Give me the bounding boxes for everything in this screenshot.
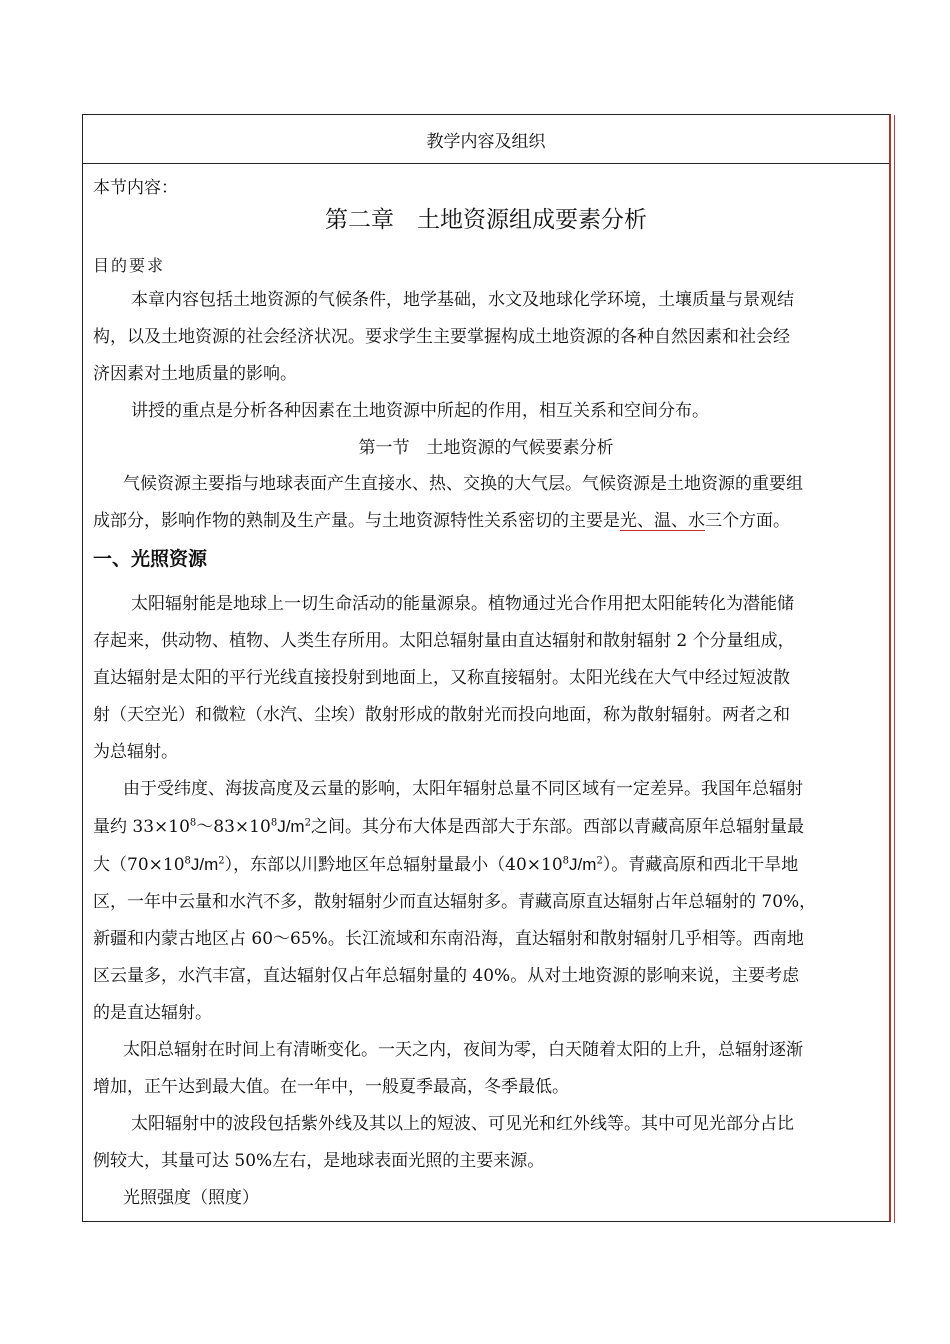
paragraph-line: 为总辐射。	[93, 742, 178, 762]
subheading-illuminance: 光照强度（照度）	[123, 1188, 259, 1208]
text-run: 量约 33×10	[93, 817, 190, 837]
table-header-text: 教学内容及组织	[426, 131, 546, 152]
superscript: 2	[304, 817, 311, 829]
paragraph-line: 直达辐射是太阳的平行光线直接投射到地面上，又称直接辐射。太阳光线在大气中经过短波散	[93, 668, 790, 688]
paragraph-line: 增加，正午达到最大值。在一年中，一般夏季最高，冬季最低。	[93, 1077, 569, 1097]
superscript: 8	[270, 817, 278, 829]
paragraph-line: 存起来，供动物、植物、人类生存所用。太阳总辐射量由直达辐射和散射辐射 2 个分量组成，	[93, 631, 795, 651]
paragraph-line: 太阳辐射中的波段包括紫外线及其以上的短波、可见光和红外线等。其中可见光部分占比	[131, 1114, 794, 1134]
text-run: 大（70×10	[93, 855, 185, 875]
section-title: 第一节 土地资源的气候要素分析	[358, 438, 614, 458]
paragraph-line: 例较大，其量可达 50%左右，是地球表面光照的主要来源。	[93, 1151, 545, 1171]
superscript: 8	[184, 855, 191, 867]
objective-label: 目的要求	[93, 256, 166, 275]
unit-text: J/m	[277, 817, 305, 836]
objective-line: 构，以及土地资源的社会经济状况。要求学生主要掌握构成土地资源的各种自然因素和社会经	[93, 327, 790, 347]
unit-text: J/m	[190, 855, 219, 874]
objective-line: 本章内容包括土地资源的气候条件，地学基础，水文及地球化学环境，土壤质量与景观结	[131, 290, 794, 310]
text-run: ）。青藏高原和西北干旱地	[602, 855, 799, 875]
underlined-factors: 光、温、水	[620, 511, 705, 531]
climate-line	[93, 503, 879, 540]
paragraph-line: 区云量多，水汽丰富，直达辐射仅占年总辐射量的 40%。从对土地资源的影响来说，主要考虑	[93, 966, 800, 986]
climate-line: 气候资源主要指与地球表面产生直接水、热、交换的大气层。气候资源是土地资源的重要组	[123, 474, 803, 494]
chapter-title: 第二章 土地资源组成要素分析	[325, 207, 647, 233]
emphasis-line: 讲授的重点是分析各种因素在土地资源中所起的作用，相互关系和空间分布。	[131, 401, 709, 421]
text-run: 之间。其分布大体是西部大于东部。西部以青藏高原年总辐射量最	[310, 817, 804, 837]
superscript: 8	[562, 855, 570, 867]
superscript: 2	[596, 855, 603, 867]
climate-text: 成部分，影响作物的熟制及生产量。与土地资源特性关系密切的主要是	[93, 511, 620, 531]
paragraph-line: 太阳总辐射在时间上有清晰变化。一天之内，夜间为零，白天随着太阳的上升，总辐射逐渐	[123, 1040, 803, 1060]
paragraph-line: 区，一年中云量和水汽不多，散射辐射少而直达辐射多。青藏高原直达辐射占年总辐射的 70%，	[93, 892, 817, 912]
text-run: ～83×10	[196, 817, 271, 837]
table-header	[83, 115, 889, 164]
paragraph-line: 太阳辐射能是地球上一切生命活动的能量源泉。植物通过光合作用把太阳能转化为潜能储	[131, 594, 794, 614]
paragraph-line	[93, 846, 879, 884]
section-label: 本节内容：	[93, 178, 178, 198]
objective-line: 济因素对土地质量的影响。	[93, 364, 297, 384]
table-body	[83, 164, 889, 1217]
paragraph-line	[93, 808, 879, 846]
superscript: 8	[189, 817, 197, 829]
content-table	[82, 114, 891, 1222]
text-run: ），东部以川黔地区年总辐射量最小（40×10	[224, 855, 563, 875]
climate-text: 三个方面。	[705, 511, 790, 531]
unit-text: J/m	[569, 855, 597, 874]
paragraph-line: 新疆和内蒙古地区占 60～65%。长江流域和东南沿海，直达辐射和散射辐射几乎相等。西南地	[93, 929, 804, 949]
paragraph-line: 射（天空光）和微粒（水汽、尘埃）散射形成的散射光而投向地面，称为散射辐射。两者之和	[93, 705, 790, 725]
paragraph-line: 由于受纬度、海拔高度及云量的影响，太阳年辐射总量不同区域有一定差异。我国年总辐射	[123, 779, 803, 799]
superscript: 2	[218, 855, 225, 867]
heading-light-resources: 一、光照资源	[93, 548, 208, 570]
paragraph-line: 的是直达辐射。	[93, 1003, 212, 1023]
